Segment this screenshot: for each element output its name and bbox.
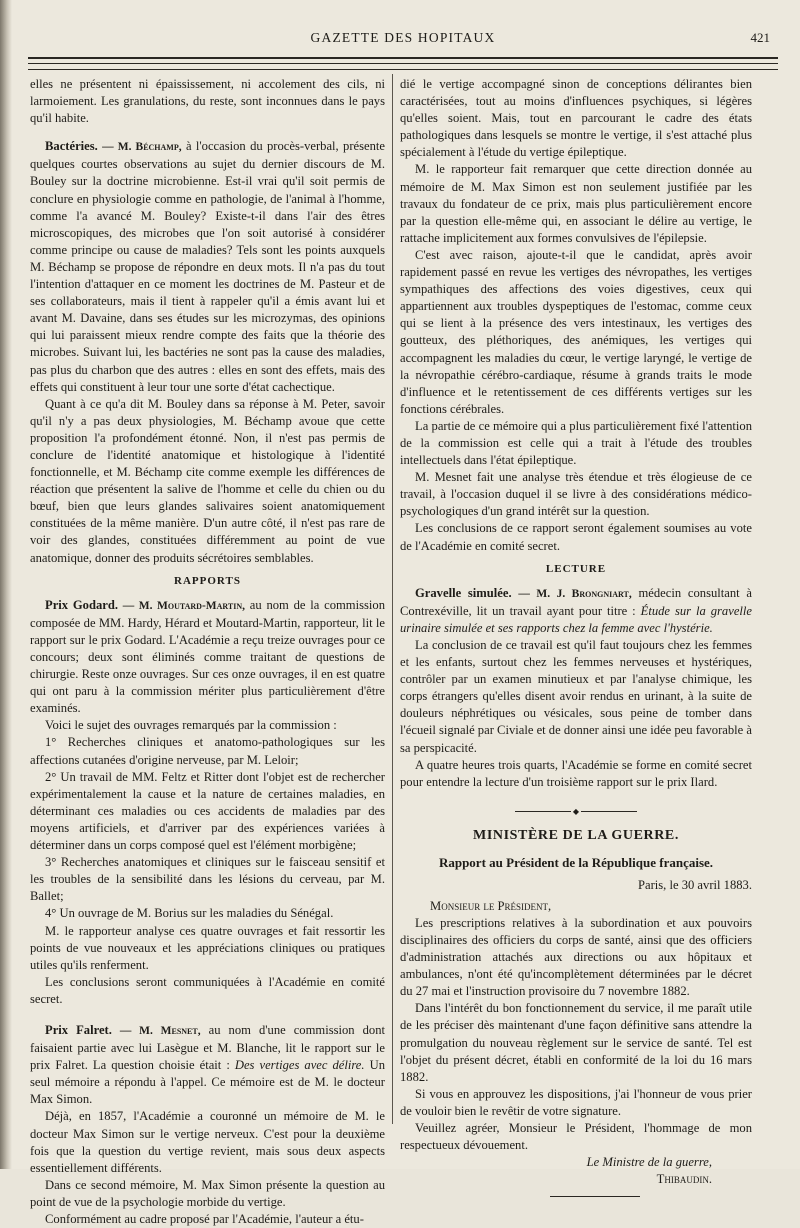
list-item: 1° Recherches cliniques et anatomo-pathologiques sur les affections cutanées d'origine nerveuse, par M. Leloir; [30,735,385,767]
paragraph: M. Mesnet fait une analyse très étendue et très élogieuse de ce travail, à l'occasion duquel il se livre à des considérations médico-psychologiques d'un grand intérêt sur la question. [400,470,752,519]
header-rule [28,69,778,70]
section-lead: Gravelle simulée. [415,585,512,600]
paragraph: A quatre heures trois quarts, l'Académie se forme en comité secret pour entendre la lecture d'un troisième rapport sur le prix Ilard. [400,757,752,789]
list-item: 4° Un ouvrage de M. Borius sur les maladies du Sénégal. [45,906,334,921]
work-title: Étude sur la gravelle urinaire simulée et ses rapports chez la femme avec l'hystérie. [400,603,752,635]
journal-title: GAZETTE DES HOPITAUX [310,30,496,45]
ornament-divider: ◆ [400,803,752,821]
signature-role-text: Le Ministre de la guerre, [586,1155,712,1170]
author: — M. Béchamp, [102,141,182,154]
paragraph: Dans l'intérêt du bon fonctionnement du service, il me paraît utile de les préciser dès maintenant d'une façon définitive sans attendre la promulgation du nouveau règlement sur le service de santé. Tel est l'objet du présent décret, établi en conformité de la loi du 16 mars 1882. [400,1001,752,1084]
paragraph: dié le vertige accompagné sinon de conceptions délirantes bien caractérisées, tout au moins d'influences psychiques, si légères qu'elles soient. Mais, tout en parcourant le cadre des états pathologiques dans lesquels se montre le vertige, il s'est attaché plus spécialement à l'étude du vertige épileptique. [400,77,752,160]
ministere-heading: MINISTÈRE DE LA GUERRE. [473,827,679,843]
rapport-heading: Rapport au Président de la République française. [438,854,714,870]
section-text: médecin consultant à Contrexéville, lit un travail ayant pour titre : [400,585,752,618]
section-text: au nom de la commission composée de MM. Hardy, Hérard et Moutard-Martin, rapporteur, lit le rapport sur le prix Godard. L'Académie a reçu treize ouvrages pour ce concours; deux sont éliminés comme traitant de questions de chirurgie. Reste onze ouvrages. Sur ces onze ouvrages, il en est quatre qui ont paru à la commission mériter plus particulièrement d'être examinés. [30,597,385,716]
lecture-heading: LECTURE [545,562,607,575]
paragraph: Les conclusions de ce rapport seront également soumises au vote de l'Académie en comité secret. [400,521,752,553]
dateline: Paris, le 30 avril 1883. [637,877,752,892]
paragraph: Veuillez agréer, Monsieur le Président, l'hommage de mon respectueux dévouement. [400,1121,752,1153]
paragraph: Quant à ce qu'a dit M. Bouley dans sa réponse à M. Peter, savoir qu'il n'y a pas deux physiologies, M. Béchamp avoue que cette proposition l'a profondément étonné. Non, il n'est pas permis de conclure de l'identité anatomique et histologique à l'identité fonctionnelle, et M. Béchamp cite comme exemple les différences de réaction que présentent la salive de l'homme et celle du chien ou du bœuf, bien que leurs glandes salivaires soient anatomiquement constituées de la même manière. D'un autre côté, il n'est pas rare de voir des glandes, constituées différemment au point de vue anatomique, donner des produits sécrétoires semblables. [30,396,385,565]
godard-section [30,597,385,718]
gravelle-section [400,585,752,637]
list-item: 3° Recherches anatomiques et cliniques sur le faisceau sensitif et les troubles de la sensibilité dans les lésions du cerveau, par M. Ballet; [30,855,385,904]
page-header [28,30,778,52]
signature-name: Thibaudin. [656,1172,712,1187]
paragraph: Les prescriptions relatives à la subordination et aux pouvoirs disciplinaires des officiers du corps de santé, ainsi que des officiers d'administration attachés aux directions ou aux hôpitaux et ambulances, n'ont été qu'incomplètement déterminées par le décret du 27 mai et l'instruction provisoire du 7 novembre 1882. [400,915,752,999]
header-double-rule [28,57,778,64]
question-title: Des vertiges avec délire. [234,1058,365,1073]
section-lead: Prix Godard. [45,597,118,612]
falret-section [30,1022,385,1108]
list-item: 2° Un travail de MM. Feltz et Ritter dont l'objet est de rechercher expérimentalement la cause et la nature de certaines maladies, en déterminant ces maladies ou ces accidents de maladies par des moyens artificiels, et d'arriver par des expériences variées à déterminer dans un corps composé quel est l'élément morbigène; [30,769,385,853]
paragraph: La partie de ce mémoire qui a plus particulièrement fixé l'attention de la commission est celle qui a trait à l'étude des troubles intellectuels dans l'état épileptique. [400,418,752,468]
page-edge-shadow [0,0,12,1169]
paragraph: La conclusion de ce travail est qu'il faut toujours chez les femmes et les enfants, surtout chez les femmes nerveuses et hystériques, contrôler par un examen minutieux et par l'analyse chimique, les corps étrangers qu'elles disent avoir rendus en urinant, à la suite de douleurs néphrétiques ou vésicales, sous peine de tomber dans l'écueil signalé par Civiale et de donner ainsi une idée peu favorable à sa perspicacité. [400,638,752,755]
paragraph: Conformément au cadre proposé par l'Académie, l'auteur a étu- [45,1212,364,1226]
left-column [30,76,385,1228]
author: — M. Moutard-Martin, [122,599,245,612]
paragraph: Si vous en approuvez les dispositions, j'ai l'honneur de vous prier de vouloir bien le revêtir de votre signature. [400,1086,752,1118]
paragraph: Dans ce second mémoire, M. Max Simon présente la question au point de vue de la psychologie morbide du vertige. [30,1177,385,1209]
salutation: Monsieur le Président, [430,898,552,913]
paragraph: Voici le sujet des ouvrages remarqués par la commission : [45,718,337,733]
paragraph: elles ne présentent ni épaississement, ni accolement des cils, ni larmoiement. Les granulations, du reste, sont inconnues dans le pays qu'il habite. [30,77,385,126]
section-text: au nom d'une commission dont faisaient partie avec lui Lasègue et M. Blanche, lit le rapport sur le prix Falret. La question choisie était : [30,1022,386,1073]
author: — M. J. Brongniart, [518,587,632,600]
right-column [400,76,752,1197]
section-lead: Bactéries. [45,139,98,154]
signature-rule [550,1196,640,1197]
paragraph: Déjà, en 1857, l'Académie a couronné un mémoire de M. le docteur Max Simon sur le vertige nerveux. C'est pour la deuxième fois que la question du vertige revient, mais sous deux aspects essentiellement différents. [30,1109,385,1175]
author: — M. Mesnet, [119,1024,201,1037]
bacteries-section [30,138,385,395]
section-lead: Prix Falret. [45,1022,112,1037]
section-text: à l'occasion du procès-verbal, présente quelques courtes observations au sujet du dernier discours de M. Bouley sur la doctrine microbienne. Est-il vrai qu'il soit permis de conclure en physiologie comme en pathologie, de l'animal à l'homme, comme l'a avancé M. Bouley? Existe-t-il dans l'air des êtres microscopiques, des microbes que l'on soit autorisé à considérer comme principe ou cause de maladies? Tels sont les points auxquels M. Béchamp se propose de répondre en deux mots. Il n'a pas du tout l'intention d'attaquer en ce moment les doctrines de M. Pasteur et de ses collaborateurs, mais il tient à rappeler qu'il a émis avant lui et avant M. Davaine, dans ses études sur les microzymas, des opinions qui lui paraissent mieux rendre compte des faits que la théorie des microbes. Suivant lui, les bactéries ne sont pas la cause des maladies, pas plus du charbon que des autres : elles en sont des effets, mais des effets qui constituent à leur tour une sorte d'état cachectique. [30,139,385,394]
column-divider [392,74,393,1124]
paragraph: C'est avec raison, ajoute-t-il que le candidat, après avoir rapidement passé en revue les vertiges des névropathes, les vertiges sympathiques des affections des voies digestives, ceux qui appartiennent aux troubles dyspeptiques de l'estomac, comme ceux qui se lient à la présence des vers intestinaux, les vertiges des goutteux, des pléthoriques, des anémiques, les vertiges qui accompagnent les maladies du cœur, le vertige laryngé, le vertige de la névropathie cérébro-cardiaque, résume à grands traits le mode d'influence et le retentissement de ces différents vertiges sur les fonctions cérébrales. [400,247,752,416]
rapports-heading: RAPPORTS [174,574,241,587]
paragraph: M. le rapporteur analyse ces quatre ouvrages et fait ressortir les points de vue nouveaux et les appréciations cliniques ou pratiques utiles qu'ils renferment. [30,923,385,972]
paragraph: M. le rapporteur fait remarquer que cette direction donnée au mémoire de M. Max Simon est non seulement justifiée par les travaux du fondateur de ce prix, mais plus particulièrement encore par la question elle-même qui, en associant le délire au vertige, le rattache implicitement aux formes convulsives de l'épilepsie. [400,162,752,245]
page-number: 421 [750,30,770,45]
section-text: Un seul mémoire a répondu à l'appel. Ce mémoire est de M. le docteur Max Simon. [30,1058,386,1107]
paragraph: Les conclusions seront communiquées à l'Académie en comité secret. [30,974,385,1006]
